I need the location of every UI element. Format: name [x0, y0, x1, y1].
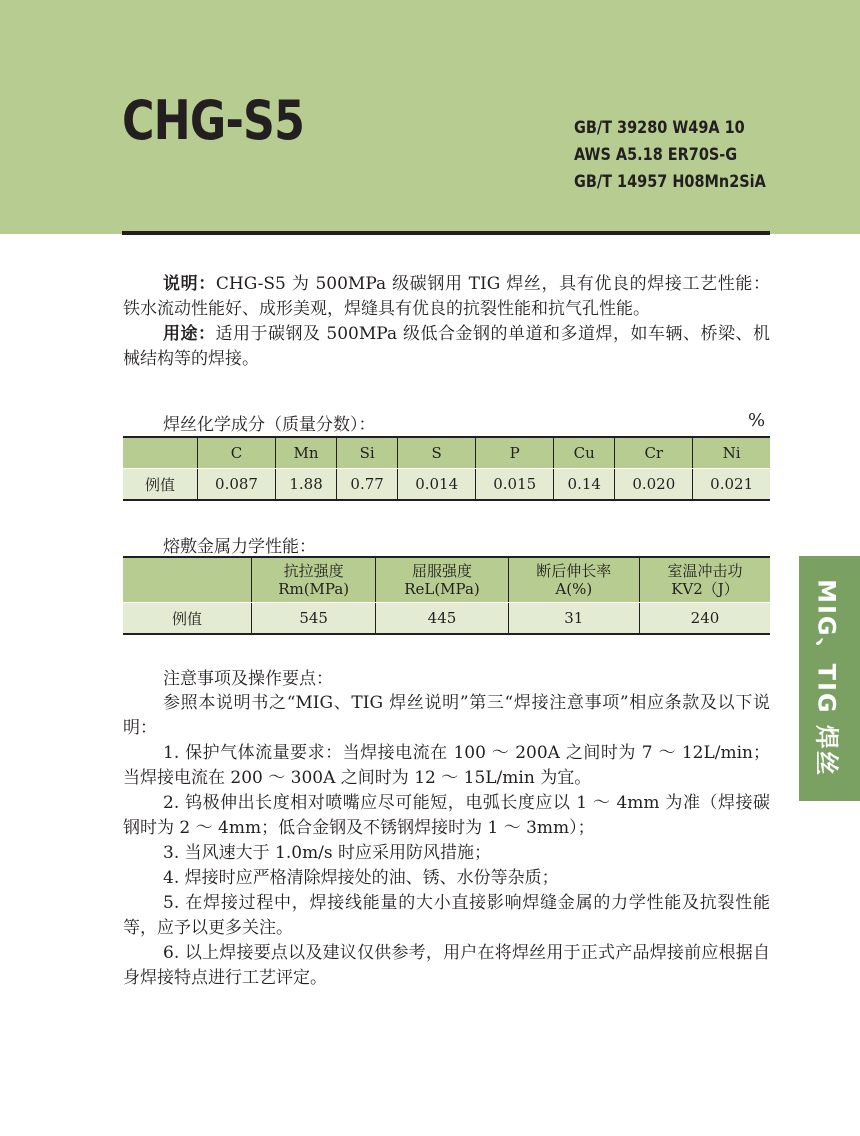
usage-text: 适用于碳钢及 500MPa 级低合金钢的单道和多道焊，如车辆、桥梁、机械结构等的焊接。	[123, 324, 771, 369]
chemical-unit: %	[748, 410, 766, 431]
chemical-title: 焊丝化学成分（质量分数）：	[163, 415, 376, 435]
table-cell: 545	[252, 603, 376, 635]
notes-block	[123, 691, 770, 991]
mechanical-title: 熔敷金属力学性能：	[163, 537, 316, 557]
table-cell: Si	[337, 437, 398, 469]
table-cell: 0.014	[398, 469, 476, 501]
table-cell: 240	[639, 603, 770, 635]
standard-line: GB/T 14957 H08Mn2SiA	[574, 172, 766, 192]
table-cell: P	[476, 437, 554, 469]
description-block	[123, 272, 770, 372]
list-item: 3. 当风速大于 1.0m/s 时应采用防风措施；	[163, 843, 492, 863]
table-cell: 0.021	[693, 469, 770, 501]
table-cell: C	[198, 437, 276, 469]
table-cell: 例值	[123, 603, 252, 635]
description-text: CHG-S5 为 500MPa 级碳钢用 TIG 焊丝，具有优良的焊接工艺性能：铁水流动性能好、成形美观，焊缝具有优良的抗裂性能和抗气孔性能。	[123, 274, 770, 319]
header-line: KV2（J）	[671, 580, 739, 598]
table-row	[123, 603, 770, 635]
header-line: A(%)	[555, 580, 593, 598]
header-line: 屈服强度	[411, 562, 472, 580]
list-item: 6. 以上焊接要点以及建议仅供参考，用户在将焊丝用于正式产品焊接前应根据自身焊接特点进行工艺评定。	[123, 943, 770, 988]
list-item: 2. 钨极伸出长度相对喷嘴应尽可能短，电弧长度应以 1 ～ 4mm 为准（焊接碳钢时为 2 ～ 4mm；低合金钢及不锈钢焊接时为 1 ～ 3mm）；	[123, 793, 770, 838]
table-row	[123, 469, 770, 501]
table-cell	[252, 557, 376, 603]
table-cell	[508, 557, 639, 603]
table-cell: 0.14	[554, 469, 615, 501]
table-cell	[639, 557, 770, 603]
chemical-table	[123, 436, 770, 501]
product-title: CHG-S5	[122, 89, 305, 152]
standard-line: AWS A5.18 ER70S-G	[574, 145, 738, 165]
header-line: 抗拉强度	[283, 562, 344, 580]
table-cell: 31	[508, 603, 639, 635]
table-cell: 0.015	[476, 469, 554, 501]
table-header-row	[123, 437, 770, 469]
table-cell: 1.88	[276, 469, 337, 501]
table-cell	[376, 557, 508, 603]
table-cell: Cr	[615, 437, 693, 469]
header-divider	[122, 231, 770, 235]
table-cell: 445	[376, 603, 508, 635]
header-line: 室温冲击功	[667, 562, 743, 580]
header-band	[0, 0, 860, 234]
table-cell: 例值	[123, 469, 198, 501]
table-cell: 0.77	[337, 469, 398, 501]
list-item: 1. 保护气体流量要求：当焊接电流在 100 ～ 200A 之间时为 7 ～ 12L/min；当焊接电流在 200 ～ 300A 之间时为 12 ～ 15L/min 为宜。	[123, 743, 770, 788]
table-cell: Mn	[276, 437, 337, 469]
table-cell: S	[398, 437, 476, 469]
description-label: 说明：	[163, 274, 216, 294]
section-side-tab	[799, 556, 860, 801]
table-cell	[123, 557, 252, 603]
notes-title: 注意事项及操作要点：	[163, 669, 333, 689]
table-cell	[123, 437, 198, 469]
table-cell: Cu	[554, 437, 615, 469]
side-tab-label: MIG、TIG 焊丝	[812, 579, 841, 777]
table-header-row	[123, 557, 770, 603]
header-line: Rm(MPa)	[278, 580, 350, 598]
table-cell: Ni	[693, 437, 770, 469]
table-cell: 0.087	[198, 469, 276, 501]
table-cell: 0.020	[615, 469, 693, 501]
notes-intro: 参照本说明书之“MIG、TIG 焊丝说明”第三“焊接注意事项”相应条款及以下说明：	[123, 693, 770, 738]
header-line: ReL(MPa)	[404, 580, 480, 598]
usage-label: 用途：	[163, 324, 216, 344]
mechanical-table	[123, 556, 770, 635]
standards-list	[574, 115, 766, 196]
header-line: 断后伸长率	[536, 562, 612, 580]
list-item: 4. 焊接时应严格清除焊接处的油、锈、水份等杂质；	[163, 868, 559, 888]
list-item: 5. 在焊接过程中，焊接线能量的大小直接影响焊缝金属的力学性能及抗裂性能等，应予以更多关注。	[123, 893, 770, 938]
standard-line: GB/T 39280 W49A 10	[574, 118, 745, 138]
